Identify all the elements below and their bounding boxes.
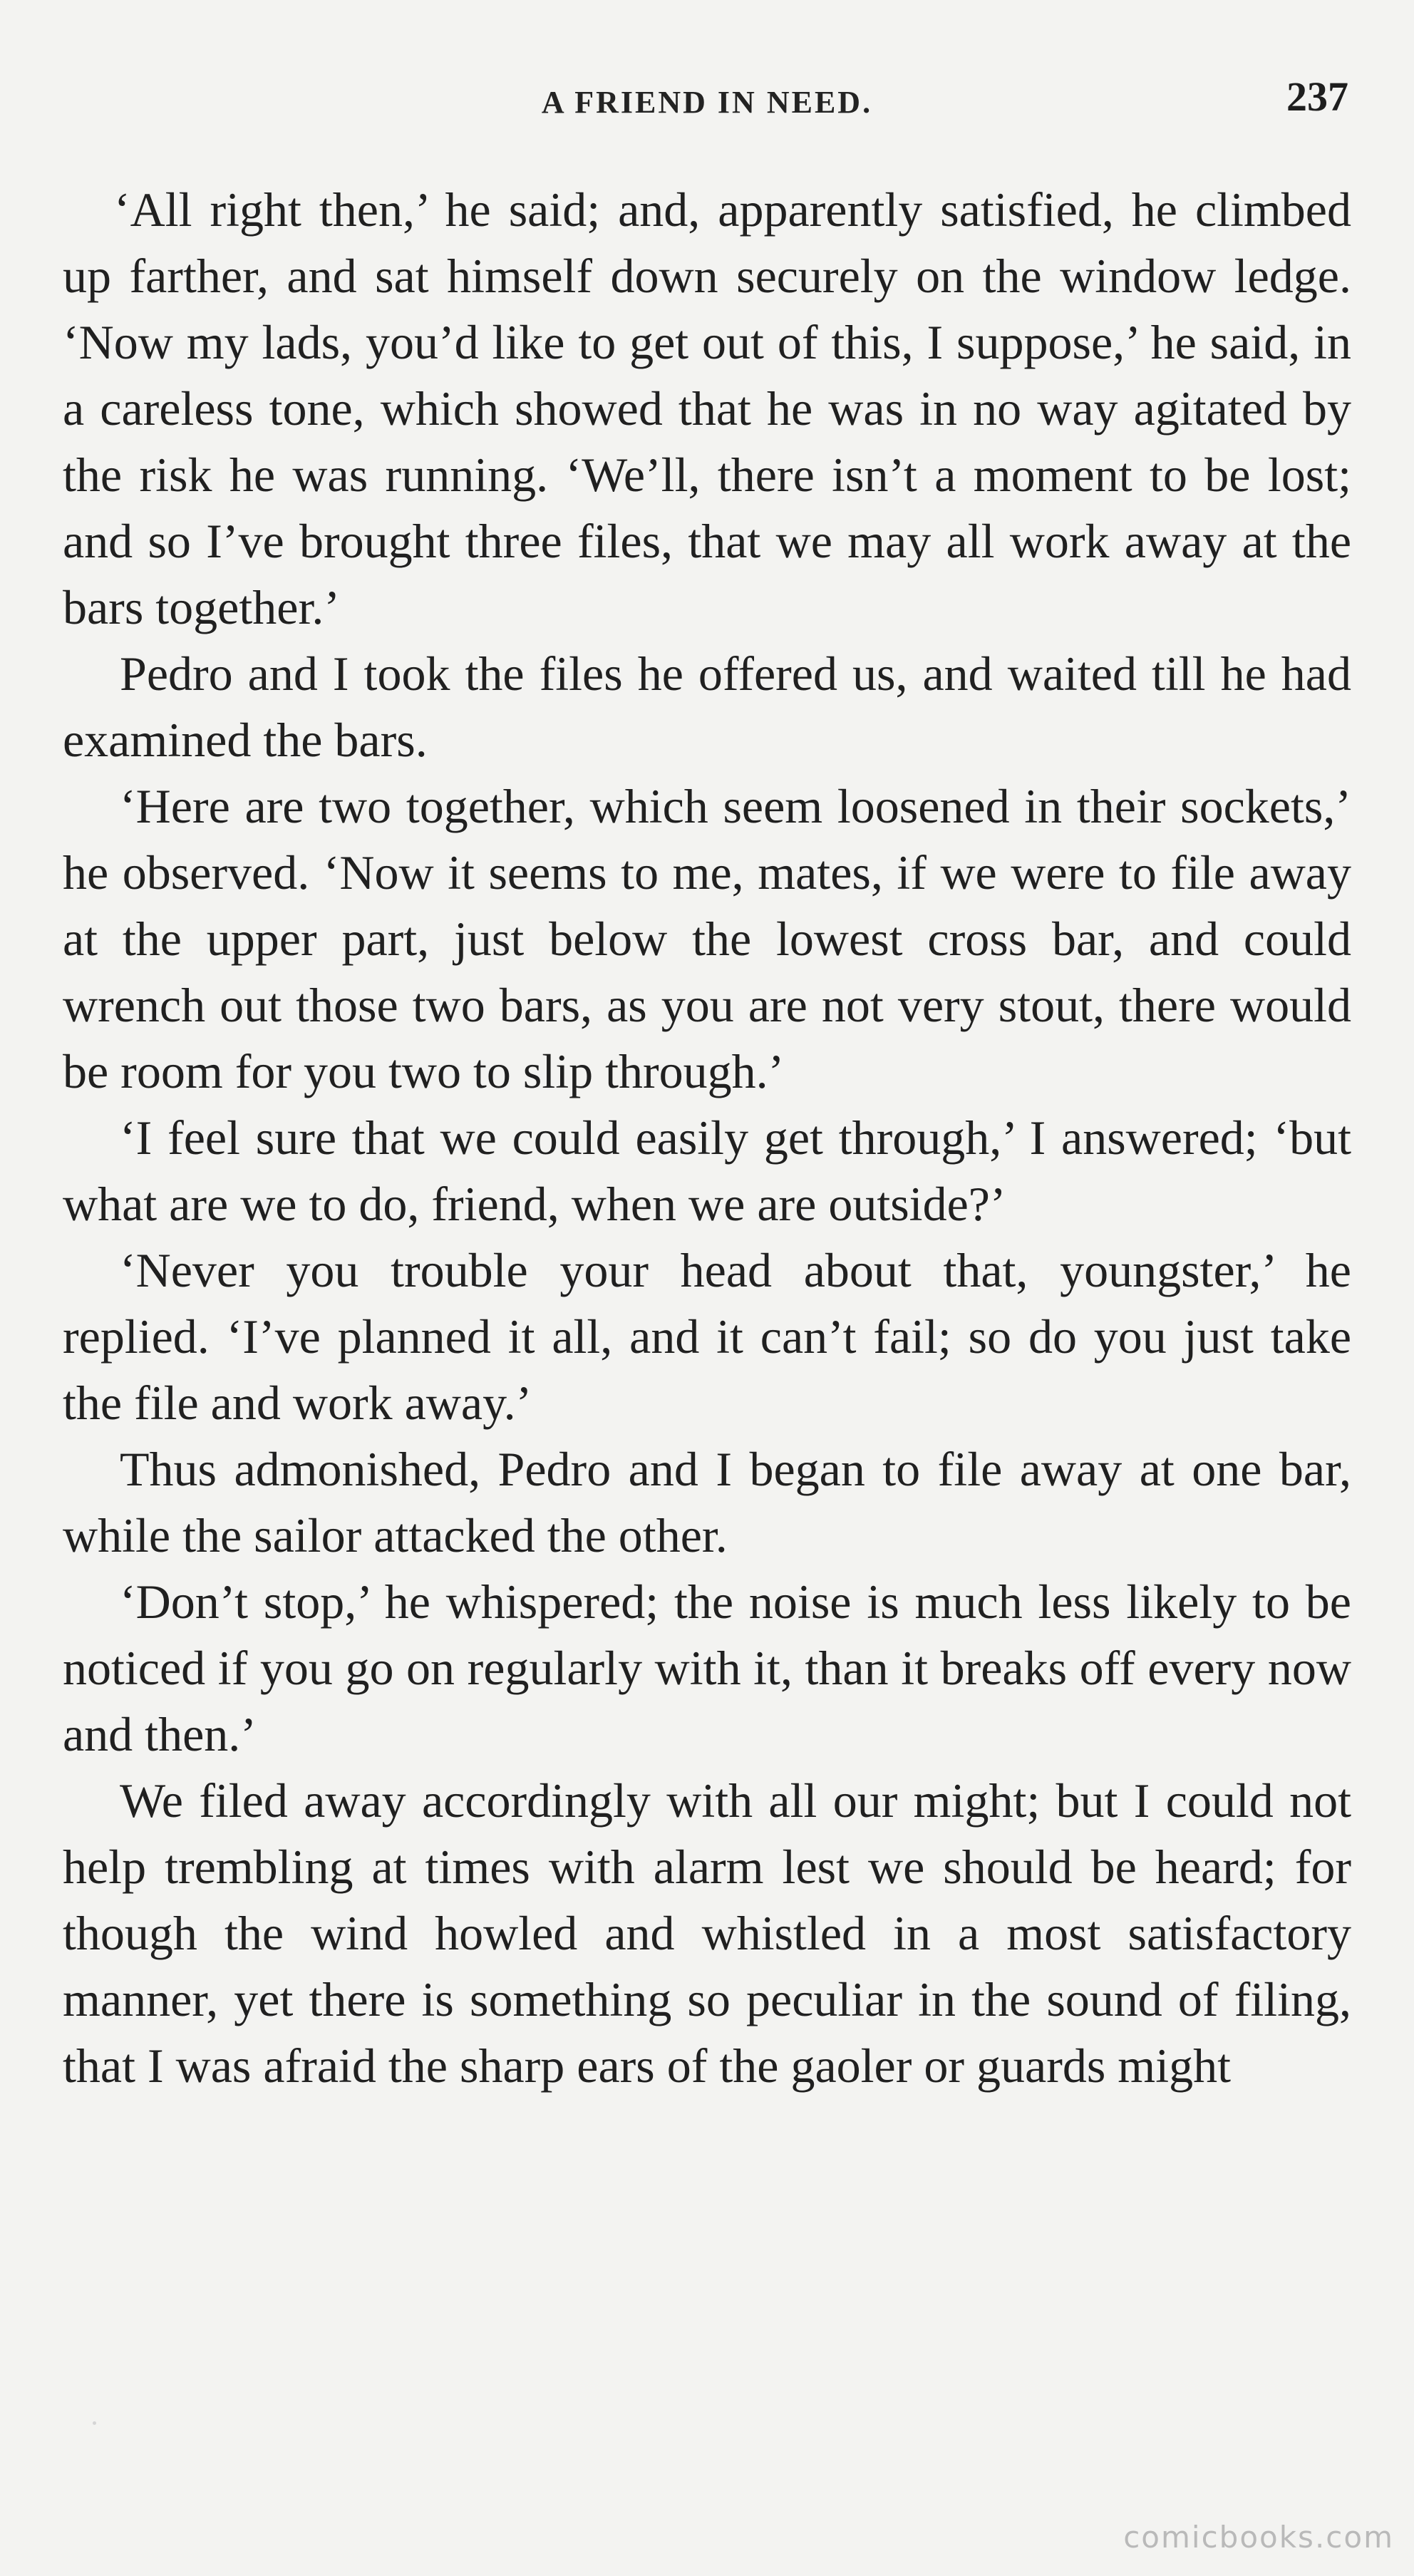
paragraph-4: ‘I feel sure that we could easily get through,’ I answered; ‘but what are we to do, friend, when we are outside?’ [63, 1111, 1351, 1231]
paragraph-5: ‘Never you trouble your head about that, youngster,’ he replied. ‘I’ve planned it all, and it can’t fail; so do you just take the file and work away.’ [63, 1243, 1351, 1430]
body-text [63, 177, 1351, 2099]
running-head: A FRIEND IN NEED. [541, 85, 873, 120]
page-header [66, 73, 1348, 130]
paragraph-3: ‘Here are two together, which seem loosened in their sockets,’ he observed. ‘Now it seems to me, mates, if we were to file away at the upper part, just below the lowest cross bar, and could wrench out those two bars, as you are not very stout, there would be room for you two to slip through.’ [63, 779, 1351, 1098]
paragraph-8: We filed away accordingly with all our might; but I could not help trembling at times with alarm lest we should be heard; for though the wind howled and whistled in a most satisfactory manner, yet there is something so peculiar in the sound of filing, that I was afraid the sharp ears of the gaoler or guards might [63, 1773, 1351, 2093]
paragraph-6: Thus admonished, Pedro and I began to file away at one bar, while the sailor attacked the other. [63, 1442, 1351, 1562]
watermark: comicbooks.com [1123, 2520, 1394, 2555]
paragraph-1: ‘All right then,’ he said; and, apparently satisfied, he climbed up farther, and sat himself down securely on the window ledge. ‘Now my lads, you’d like to get out of this, I suppose,’ he said, in a careless tone, which showed that he was in no way agitated by the risk he was running. ‘We’ll, there isn’t a moment to be lost; and so I’ve brought three files, that we may all work away at the bars together.’ [63, 182, 1351, 634]
page-number: 237 [1286, 73, 1348, 120]
paragraph-2: Pedro and I took the files he offered us, and waited till he had examined the bars. [63, 646, 1351, 767]
paragraph-7: ‘Don’t stop,’ he whispered; the noise is much less likely to be noticed if you go on regularly with it, than it breaks off every now and then.’ [63, 1575, 1351, 1761]
page-speck [93, 2421, 96, 2425]
